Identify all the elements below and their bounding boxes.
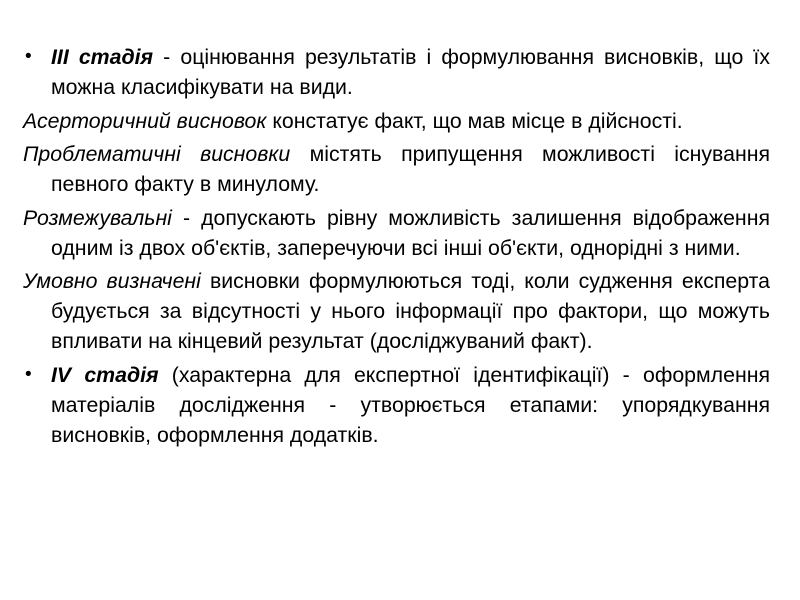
paragraph-term: Розмежувальні xyxy=(23,205,172,230)
paragraph-problematic-conclusions xyxy=(23,139,770,199)
paragraph-conditional-conclusions xyxy=(23,266,770,356)
slide-body xyxy=(23,42,770,453)
bullet-icon: • xyxy=(25,46,32,67)
paragraph-delimiting-conclusions xyxy=(23,203,770,263)
paragraph-term: Умовно визначені xyxy=(23,269,201,293)
paragraph-term: III стадія xyxy=(51,45,154,69)
paragraph-assertoric-conclusion xyxy=(23,106,770,136)
bullet-icon: • xyxy=(25,363,32,385)
paragraph-text: висновки формулюються тоді, коли судження експерта будується за відсутності у нього інформації про фактори, що можуть впливати на кінцевий результат (досліджуваний факт). xyxy=(51,269,771,353)
paragraph-text: - допускають рівну можливість залишення відображення одним із двох об'єктів, заперечуючи всі інші об'єкти, однорідні з ними. xyxy=(51,205,770,260)
paragraph-term: IV стадія xyxy=(51,362,159,387)
paragraph-stage-4 xyxy=(23,360,770,450)
paragraph-stage-3 xyxy=(23,42,770,102)
paragraph-text: містять припущення можливості існування певного факту в минулому. xyxy=(51,142,771,196)
paragraph-text: констатує факт, що мав місце в дійсності. xyxy=(266,108,683,133)
paragraph-term: Асерторичний висновок xyxy=(23,108,267,133)
paragraph-text: (характерна для експертної ідентифікації) - оформлення матеріалів дослідження - утворюється етапами: упорядкування висновків, оформлення додатків. xyxy=(51,362,770,447)
paragraph-text: - оцінювання результатів і формулювання висновків, що їх можна класифікувати на види. xyxy=(51,45,770,99)
paragraph-term: Проблематичні висновки xyxy=(23,142,291,166)
